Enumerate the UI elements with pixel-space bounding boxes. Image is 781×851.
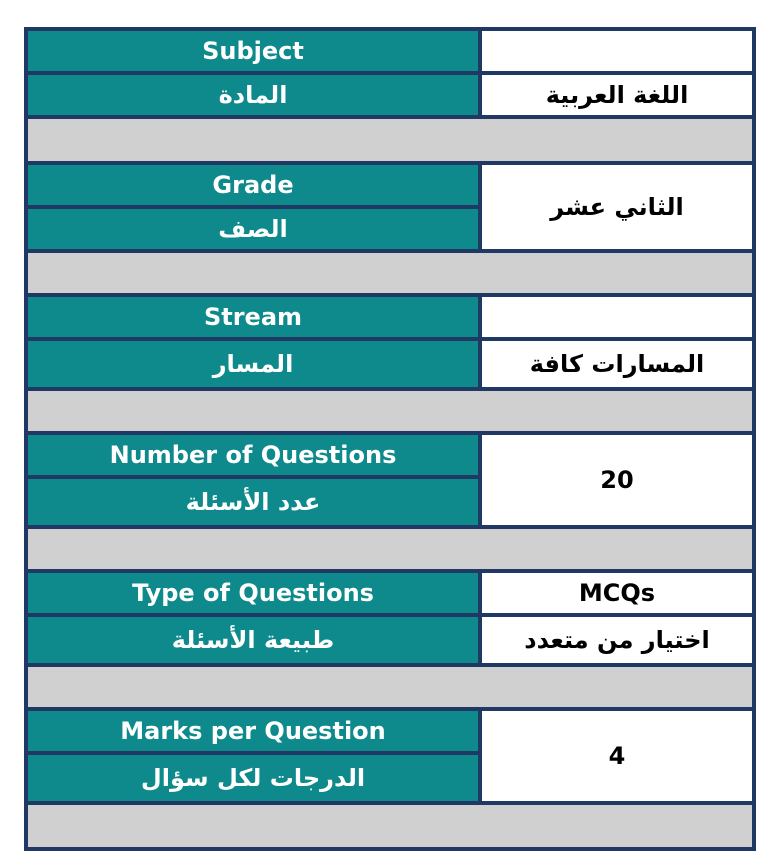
stream-label-en: Stream	[28, 297, 478, 337]
spacer-row	[28, 253, 752, 293]
stream-label-ar: المسار	[28, 341, 478, 387]
stream-value: المسارات كافة	[482, 341, 752, 387]
spacer-row	[28, 667, 752, 707]
subject-label-ar: المادة	[28, 75, 478, 115]
num-questions-label-ar: عدد الأسئلة	[28, 479, 478, 525]
marks-value: 4	[482, 711, 752, 801]
subject-label-en: Subject	[28, 31, 478, 71]
subject-value-empty	[482, 31, 752, 71]
spacer-row	[28, 529, 752, 569]
exam-info-table	[24, 27, 756, 851]
num-questions-label-en: Number of Questions	[28, 435, 478, 475]
marks-label-en: Marks per Question	[28, 711, 478, 751]
stream-value-empty	[482, 297, 752, 337]
subject-value: اللغة العربية	[482, 75, 752, 115]
spacer-row	[28, 805, 752, 847]
type-questions-value-en: MCQs	[482, 573, 752, 613]
type-questions-label-ar: طبيعة الأسئلة	[28, 617, 478, 663]
marks-label-ar: الدرجات لكل سؤال	[28, 755, 478, 801]
spacer-row	[28, 391, 752, 431]
type-questions-value-ar: اختيار من متعدد	[482, 617, 752, 663]
type-questions-label-en: Type of Questions	[28, 573, 478, 613]
grade-label-ar: الصف	[28, 209, 478, 249]
spacer-row	[28, 119, 752, 161]
grade-value: الثاني عشر	[482, 165, 752, 249]
num-questions-value: 20	[482, 435, 752, 525]
grade-label-en: Grade	[28, 165, 478, 205]
